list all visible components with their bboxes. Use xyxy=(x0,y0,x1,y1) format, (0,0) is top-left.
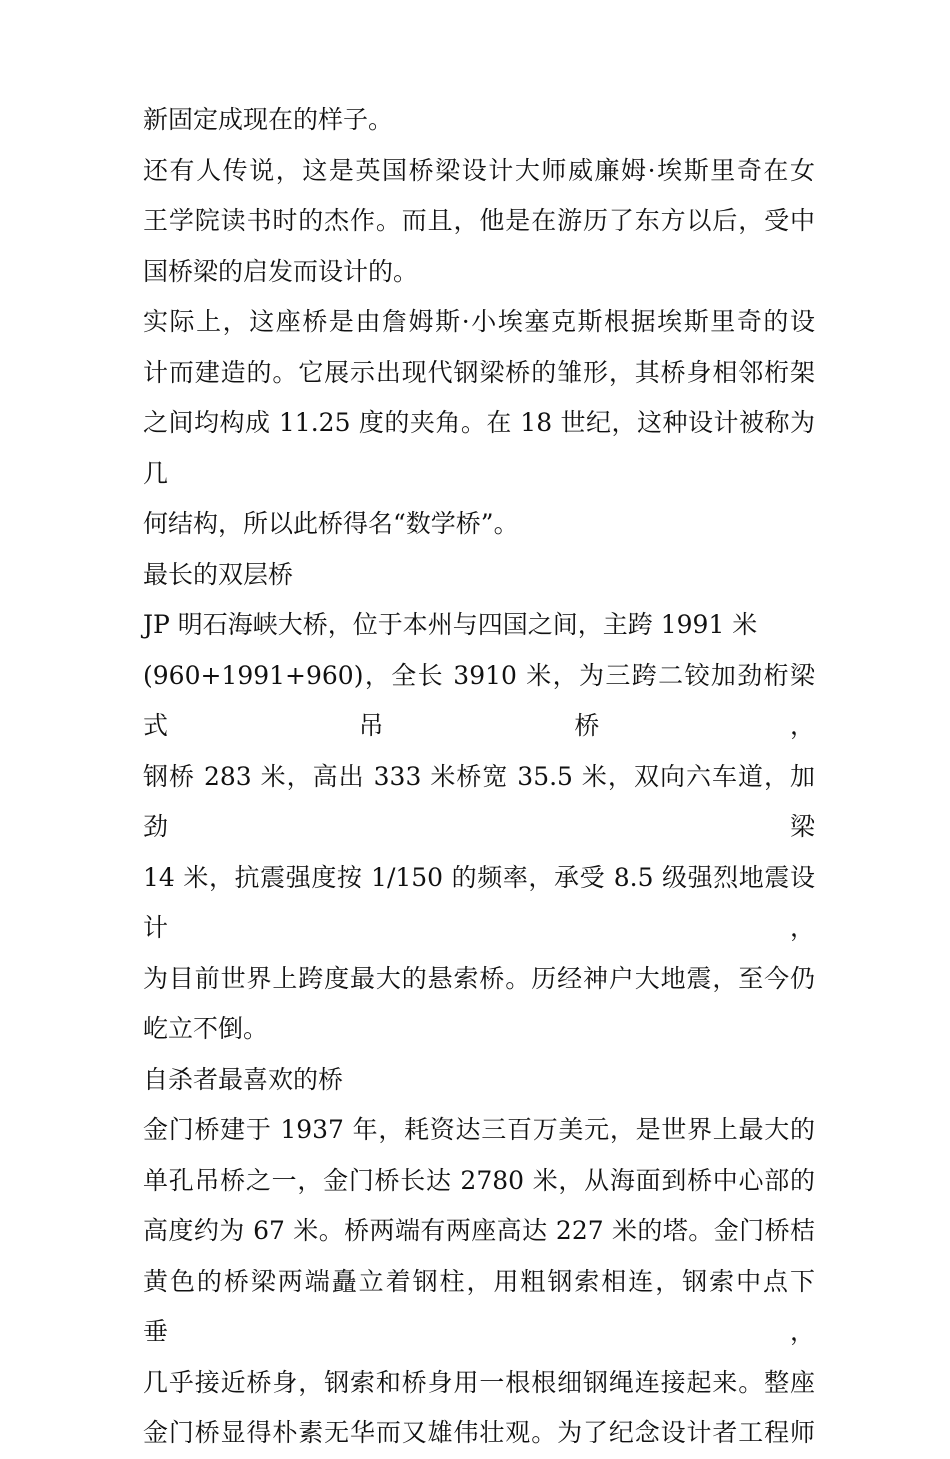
heading-text: 自杀者最喜欢的桥 xyxy=(143,1064,344,1094)
text-line: JP 明石海峡大桥，位于本州与四国之间，主跨 1991 米 xyxy=(143,610,758,639)
text-line: 高度约为 67 米。桥两端有两座高达 227 米的塔。金门桥桔 xyxy=(143,1216,815,1245)
paragraph xyxy=(143,146,815,298)
text-line: 钢桥 283 米，高出 333 米桥宽 35.5 米，双向六车道，加劲梁 xyxy=(143,761,815,841)
text-line: 金门桥显得朴素无华而又雄伟壮观。为了纪念设计者工程师 xyxy=(143,1418,815,1447)
text-line: 14 米，抗震强度按 1/150 的频率，承受 8.5 级强烈地震设计， xyxy=(143,862,815,942)
document-body xyxy=(143,95,815,1459)
paragraph xyxy=(143,95,815,146)
paragraph xyxy=(143,600,815,1055)
text-line: 计而建造的。它展示出现代钢梁桥的雏形，其桥身相邻桁架 xyxy=(143,357,815,387)
text-line: 国桥梁的启发而设计的。 xyxy=(143,256,419,286)
text-line: 实际上，这座桥是由詹姆斯·小埃塞克斯根据埃斯里奇的设 xyxy=(143,307,815,336)
text-line: 屹立不倒。 xyxy=(143,1014,269,1043)
text-line: 新固定成现在的样子。 xyxy=(143,105,394,134)
paragraph xyxy=(143,297,815,550)
text-line: 几乎接近桥身，钢索和桥身用一根根细钢绳连接起来。整座 xyxy=(143,1367,815,1397)
text-line: 还有人传说，这是英国桥梁设计大师威廉姆·埃斯里奇在女 xyxy=(143,155,815,185)
heading-text: 最长的双层桥 xyxy=(143,559,294,589)
text-line: 之间均构成 11.25 度的夹角。在 18 世纪，这种设计被称为几 xyxy=(143,408,815,488)
text-line: 单孔吊桥之一，金门桥长达 2780 米，从海面到桥中心部的 xyxy=(143,1165,815,1195)
text-line: 金门桥建于 1937 年，耗资达三百万美元，是世界上最大的 xyxy=(143,1115,815,1144)
paragraph xyxy=(143,1105,815,1459)
text-line: (960+1991+960)，全长 3910 米，为三跨二铰加劲桁梁式吊桥， xyxy=(143,660,815,740)
text-line: 何结构，所以此桥得名“数学桥”。 xyxy=(143,509,519,538)
section-heading xyxy=(143,550,815,601)
text-line: 王学院读书时的杰作。而且，他是在游历了东方以后，受中 xyxy=(143,206,815,235)
text-line: 为目前世界上跨度最大的悬索桥。历经神户大地震，至今仍 xyxy=(143,963,815,993)
text-line: 黄色的桥梁两端矗立着钢柱，用粗钢索相连，钢索中点下垂， xyxy=(143,1266,815,1346)
section-heading xyxy=(143,1055,815,1106)
